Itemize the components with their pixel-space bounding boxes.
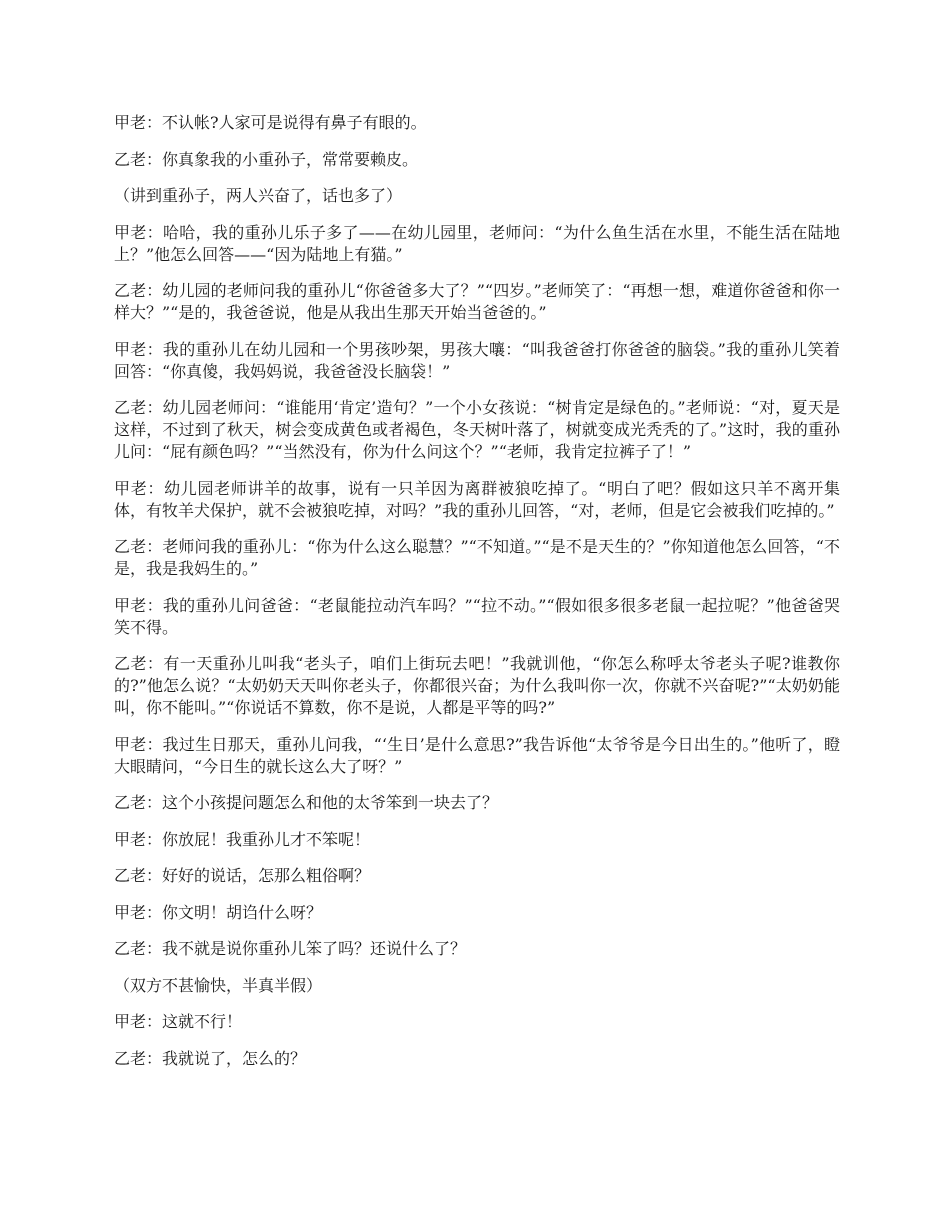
document-body <box>114 112 840 1084</box>
paragraph: 乙老：你真象我的小重孙子，常常要赖皮。 <box>114 149 419 169</box>
paragraph: （讲到重孙子，两人兴奋了，话也多了） <box>114 186 403 205</box>
paragraph: 甲老：我的重孙儿在幼儿园和一个男孩吵架，男孩大嚷：“叫我爸爸打你爸爸的脑袋。”我的重孙儿笑着回答：“你真傻，我妈妈说，我爸爸没长脑袋！” <box>114 339 840 381</box>
paragraph: 甲老：我过生日那天，重孙儿问我，“‘生日’是什么意思?”我告诉他“太爷爷是今日出生的。”他听了，瞪大眼睛问，“今日生的就长这么大了呀？” <box>114 734 840 776</box>
paragraph: 乙老：我就说了，怎么的？ <box>114 1048 307 1068</box>
paragraph: 甲老：我的重孙儿问爸爸：“老鼠能拉动汽车吗？”“拉不动。”“假如很多很多老鼠一起拉呢？”他爸爸哭笑不得。 <box>114 595 840 637</box>
paragraph: 乙老：幼儿园的老师问我的重孙儿“你爸爸多大了？”“四岁。”老师笑了：“再想一想，难道你爸爸和你一样大？”“是的，我爸爸说，他是从我出生那天开始当爸爸的。” <box>114 281 840 322</box>
paragraph: 甲老：你文明！胡诌什么呀？ <box>114 902 323 922</box>
paragraph: 乙老：我不就是说你重孙儿笨了吗？还说什么了？ <box>114 939 467 958</box>
paragraph: 甲老：这就不行！ <box>114 1012 243 1031</box>
paragraph: 甲老：幼儿园老师讲羊的故事，说有一只羊因为离群被狼吃掉了。“明白了吧？假如这只羊不离开集体，有牧羊犬保护，就不会被狼吃掉，对吗？”我的重孙儿回答，“对，老师，但是它会被我们吃掉的。” <box>114 478 840 520</box>
paragraph: 甲老：哈哈，我的重孙儿乐子多了——在幼儿园里，老师问：“为什么鱼生活在水里，不能生活在陆地上？”他怎么回答——“因为陆地上有猫。” <box>114 222 840 264</box>
paragraph: 甲老：你放屁！我重孙儿才不笨呢！ <box>114 829 371 849</box>
paragraph: 乙老：好好的说话，怎那么粗俗啊？ <box>114 866 371 885</box>
paragraph: 乙老：有一天重孙儿叫我“老头子，咱们上街玩去吧！”我就训他，“你怎么称呼太爷老头子呢?谁教你的?”他怎么说？“太奶奶天天叫你老头子，你都很兴奋；为什么我叫你一次，你就不兴奋呢?”“太奶奶能叫，你不能叫。”“你说话不算数，你不是说，人都是平等的吗?” <box>114 654 840 717</box>
paragraph: 乙老：这个小孩提问题怎么和他的太爷笨到一块去了？ <box>114 793 499 812</box>
paragraph: 乙老：幼儿园老师问：“谁能用‘肯定’造句？”一个小女孩说：“树肯定是绿色的。”老师说：“对，夏天是这样，不过到了秋天，树会变成黄色或者褐色，冬天树叶落了，树就变成光秃秃的了。”这时，我的重孙儿问：“屁有颜色吗？”“当然没有，你为什么问这个？”“老师，我肯定拉裤子了！” <box>114 398 840 461</box>
paragraph: （双方不甚愉快，半真半假） <box>114 975 323 995</box>
paragraph: 甲老：不认帐?人家可是说得有鼻子有眼的。 <box>114 113 427 132</box>
paragraph: 乙老：老师问我的重孙儿：“你为什么这么聪慧？”“不知道。”“是不是天生的？”你知道他怎么回答，“不是，我是我妈生的。” <box>114 537 840 578</box>
